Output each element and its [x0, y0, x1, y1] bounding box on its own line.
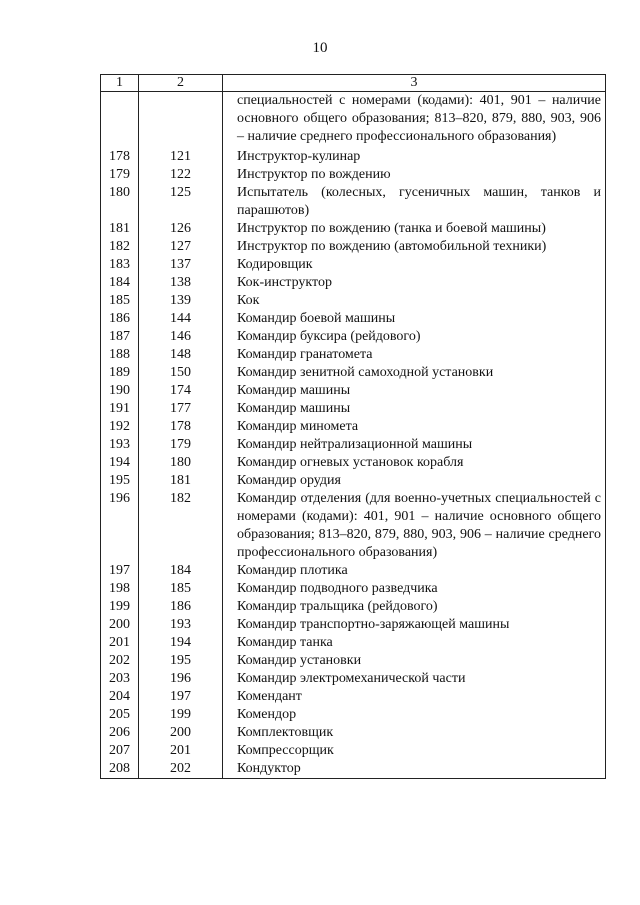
- row-number: 189: [101, 364, 139, 382]
- row-number: 195: [101, 472, 139, 490]
- row-code: 199: [139, 706, 223, 724]
- table-row: [101, 562, 606, 580]
- table-row: [101, 652, 606, 670]
- row-title: Командир машины: [223, 400, 606, 418]
- row-number: 180: [101, 184, 139, 220]
- row-title: Командир подводного разведчика: [223, 580, 606, 598]
- row-code: 200: [139, 724, 223, 742]
- row-number: 183: [101, 256, 139, 274]
- table-row: [101, 490, 606, 562]
- document-table: [100, 74, 606, 779]
- row-code: 127: [139, 238, 223, 256]
- row-title: Командир транспортно-заряжающей машины: [223, 616, 606, 634]
- row-code: 144: [139, 310, 223, 328]
- row-number: 200: [101, 616, 139, 634]
- row-code: 201: [139, 742, 223, 760]
- row-number: 203: [101, 670, 139, 688]
- row-title: Кондуктор: [223, 760, 606, 779]
- row-title: Командир плотика: [223, 562, 606, 580]
- row-number: 204: [101, 688, 139, 706]
- row-title: Командир установки: [223, 652, 606, 670]
- table-row: [101, 364, 606, 382]
- row-code: 177: [139, 400, 223, 418]
- row-number: 207: [101, 742, 139, 760]
- row-title: Командир тральщика (рейдового): [223, 598, 606, 616]
- table-header-row: [101, 75, 606, 92]
- row-code: 181: [139, 472, 223, 490]
- row-code: 193: [139, 616, 223, 634]
- row-title: Командир орудия: [223, 472, 606, 490]
- row-number: 194: [101, 454, 139, 472]
- table-row: [101, 616, 606, 634]
- row-number: 178: [101, 148, 139, 166]
- row-number: 187: [101, 328, 139, 346]
- row-title: Кок: [223, 292, 606, 310]
- row-title: Командир танка: [223, 634, 606, 652]
- row-code: 150: [139, 364, 223, 382]
- table-row: [101, 436, 606, 454]
- table-row: [101, 724, 606, 742]
- row-title: Командир огневых установок корабля: [223, 454, 606, 472]
- row-code: 122: [139, 166, 223, 184]
- row-title: Командир буксира (рейдового): [223, 328, 606, 346]
- table-row: [101, 346, 606, 364]
- table-row: [101, 256, 606, 274]
- table-row: [101, 310, 606, 328]
- table-row: [101, 220, 606, 238]
- row-title: Кок-инструктор: [223, 274, 606, 292]
- row-code: 197: [139, 688, 223, 706]
- row-number: 199: [101, 598, 139, 616]
- table-row: [101, 400, 606, 418]
- table-row: [101, 274, 606, 292]
- row-title: Компрессорщик: [223, 742, 606, 760]
- row-code: 202: [139, 760, 223, 779]
- row-number: 198: [101, 580, 139, 598]
- row-title: Инструктор-кулинар: [223, 148, 606, 166]
- table-row: [101, 148, 606, 166]
- row-code: 186: [139, 598, 223, 616]
- row-code: 182: [139, 490, 223, 562]
- row-title: Инструктор по вождению (танка и боевой машины): [223, 220, 606, 238]
- row-title: Кодировщик: [223, 256, 606, 274]
- table-row: [101, 292, 606, 310]
- row-code: 174: [139, 382, 223, 400]
- row-number: 192: [101, 418, 139, 436]
- table-row: [101, 688, 606, 706]
- table-row: [101, 472, 606, 490]
- row-number: 179: [101, 166, 139, 184]
- row-title: Командир миномета: [223, 418, 606, 436]
- row-title: Командир боевой машины: [223, 310, 606, 328]
- row-number: 185: [101, 292, 139, 310]
- table-row: [101, 706, 606, 724]
- column-header-1: 1: [101, 75, 139, 92]
- row-code: 178: [139, 418, 223, 436]
- row-number: 208: [101, 760, 139, 779]
- row-code: 185: [139, 580, 223, 598]
- continuation-text: специальностей с номерами (кодами): 401, 901 – наличие основного общего образования; 813–820, 879, 880, 903, 906 – наличие среднего профессионального образования): [223, 92, 606, 149]
- table-row: [101, 166, 606, 184]
- row-code: 179: [139, 436, 223, 454]
- row-number: 206: [101, 724, 139, 742]
- row-code: 148: [139, 346, 223, 364]
- row-title: Командир отделения (для военно-учетных специальностей с номерами (кодами): 401, 901 – наличие основного общего образования; 813–820, 879, 880, 903, 906 – наличие среднего профессионального образования): [223, 490, 606, 562]
- row-code: 125: [139, 184, 223, 220]
- row-title: Командир зенитной самоходной установки: [223, 364, 606, 382]
- row-title: Командир электромеханической части: [223, 670, 606, 688]
- column-header-3: 3: [223, 75, 606, 92]
- row-number: 191: [101, 400, 139, 418]
- table-row: [101, 382, 606, 400]
- continuation-row: [101, 92, 606, 149]
- row-code: 180: [139, 454, 223, 472]
- table-row: [101, 328, 606, 346]
- row-title: Командир гранатомета: [223, 346, 606, 364]
- row-number: 181: [101, 220, 139, 238]
- row-number: 186: [101, 310, 139, 328]
- table-row: [101, 670, 606, 688]
- row-number: 205: [101, 706, 139, 724]
- row-code: 138: [139, 274, 223, 292]
- table-row: [101, 634, 606, 652]
- row-number: 184: [101, 274, 139, 292]
- row-number: 201: [101, 634, 139, 652]
- row-number: 202: [101, 652, 139, 670]
- row-title: Испытатель (колесных, гусеничных машин, танков и парашютов): [223, 184, 606, 220]
- row-code: 121: [139, 148, 223, 166]
- row-number: 193: [101, 436, 139, 454]
- column-header-2: 2: [139, 75, 223, 92]
- row-number: 182: [101, 238, 139, 256]
- table-row: [101, 184, 606, 220]
- table-row: [101, 742, 606, 760]
- row-code: 146: [139, 328, 223, 346]
- row-code: 139: [139, 292, 223, 310]
- row-title: Комплектовщик: [223, 724, 606, 742]
- row-code: 137: [139, 256, 223, 274]
- row-number: 190: [101, 382, 139, 400]
- row-title: Инструктор по вождению: [223, 166, 606, 184]
- row-title: Командир нейтрализационной машины: [223, 436, 606, 454]
- row-title: Комендор: [223, 706, 606, 724]
- row-number: 196: [101, 490, 139, 562]
- table-row: [101, 580, 606, 598]
- row-number: 188: [101, 346, 139, 364]
- row-code: 194: [139, 634, 223, 652]
- table-row: [101, 760, 606, 779]
- table-row: [101, 238, 606, 256]
- row-code: 126: [139, 220, 223, 238]
- row-title: Инструктор по вождению (автомобильной техники): [223, 238, 606, 256]
- row-code: 195: [139, 652, 223, 670]
- table-row: [101, 598, 606, 616]
- page-number: 10: [312, 40, 328, 56]
- row-title: Командир машины: [223, 382, 606, 400]
- row-number: 197: [101, 562, 139, 580]
- table-row: [101, 454, 606, 472]
- row-code: 196: [139, 670, 223, 688]
- table-row: [101, 418, 606, 436]
- row-title: Комендант: [223, 688, 606, 706]
- row-code: 184: [139, 562, 223, 580]
